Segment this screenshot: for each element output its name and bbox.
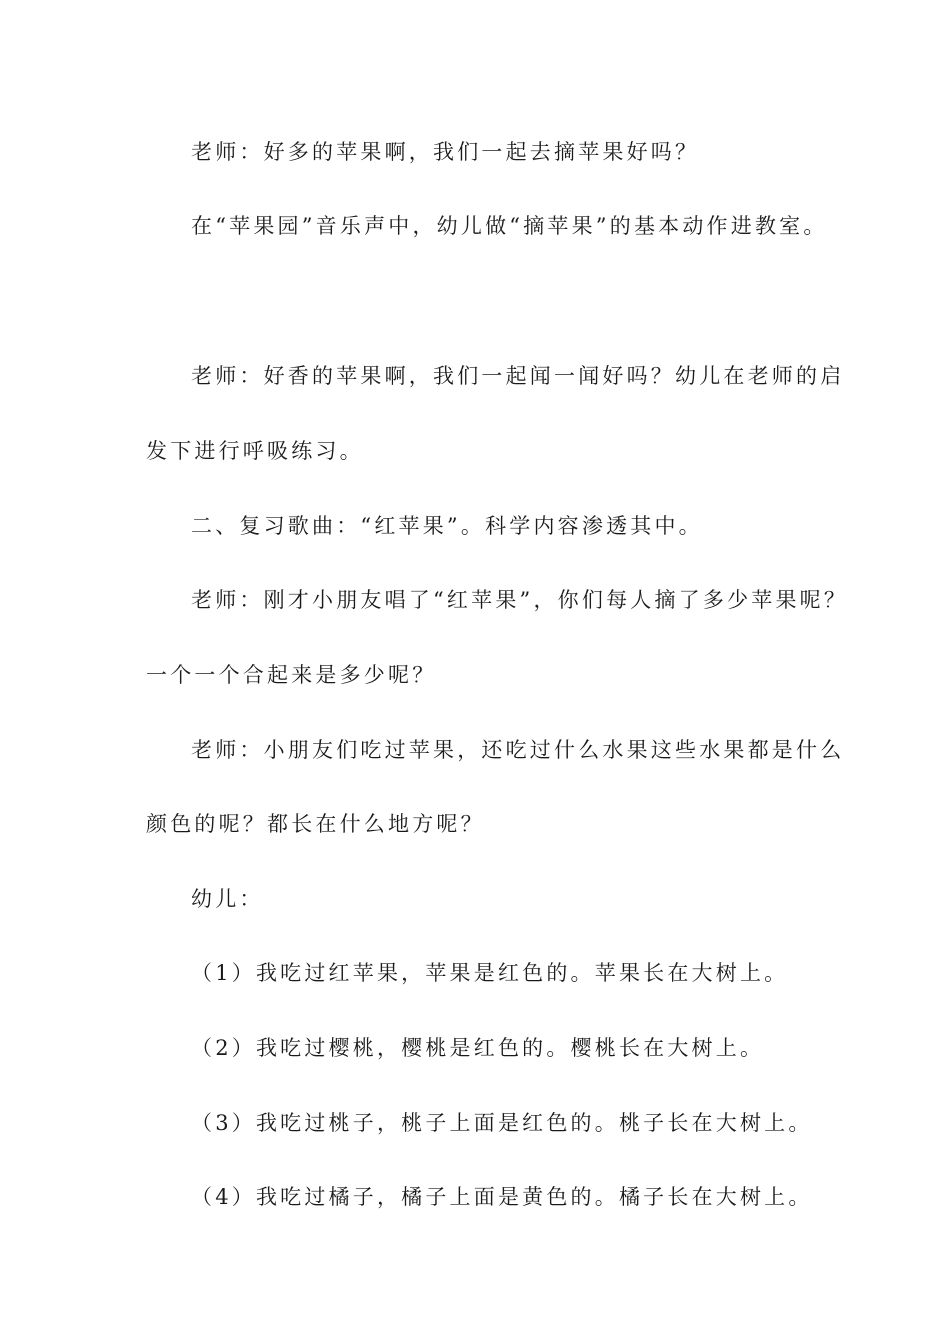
paragraph-line-4: 发下进行呼吸练习。 (146, 439, 364, 463)
list-item-2: （2）我吃过樱桃，樱桃是红色的。樱桃长在大树上。 (191, 1036, 765, 1060)
paragraph-line-10: 幼儿： (191, 887, 264, 911)
list-item-4: （4）我吃过橘子，橘子上面是黄色的。橘子长在大树上。 (191, 1185, 813, 1209)
paragraph-line-2: 在“苹果园”音乐声中，幼儿做“摘苹果”的基本动作进教室。 (191, 214, 828, 238)
paragraph-line-1: 老师：好多的苹果啊，我们一起去摘苹果好吗？ (191, 140, 700, 164)
list-item-1: （1）我吃过红苹果，苹果是红色的。苹果长在大树上。 (191, 961, 789, 985)
paragraph-line-8: 老师：小朋友们吃过苹果，还吃过什么水果这些水果都是什么 (191, 738, 845, 762)
section-heading: 二、复习歌曲：“红苹果”。科学内容渗透其中。 (191, 514, 703, 538)
list-item-3: （3）我吃过桃子，桃子上面是红色的。桃子长在大树上。 (191, 1111, 813, 1135)
paragraph-line-3: 老师：好香的苹果啊，我们一起闻一闻好吗？幼儿在老师的启 (191, 364, 845, 388)
paragraph-line-9: 颜色的呢？都长在什么地方呢？ (146, 812, 485, 836)
paragraph-line-7: 一个一个合起来是多少呢？ (146, 663, 437, 687)
paragraph-line-6: 老师：刚才小朋友唱了“红苹果”，你们每人摘了多少苹果呢？ (191, 588, 849, 612)
